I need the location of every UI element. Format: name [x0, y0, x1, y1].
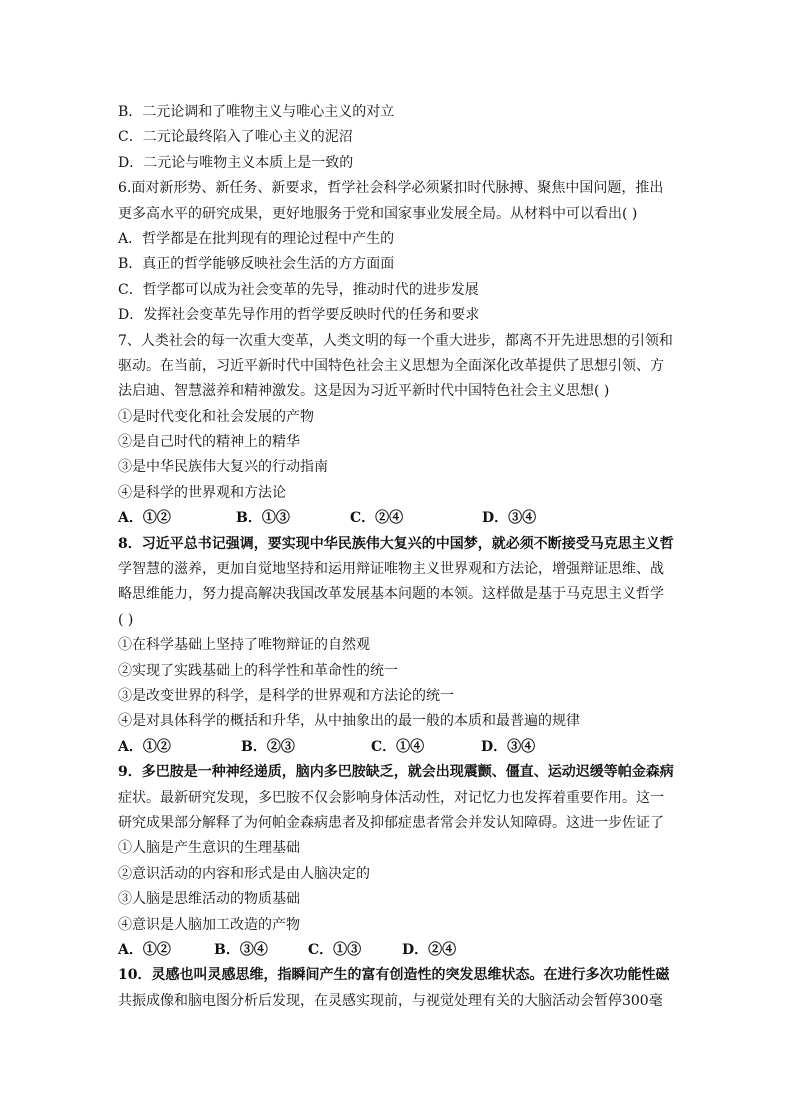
q5-option-b: B．二元论调和了唯物主义与唯心主义的对立: [118, 104, 395, 120]
q8-stem-line-4: ( ): [118, 611, 134, 628]
q5-option-d: D．二元论与唯物主义本质上是一致的: [118, 154, 354, 171]
q7-item-1: ①是时代变化和社会发展的产物: [118, 408, 314, 425]
q7-stem-line-2: 驱动。在当前，习近平新时代中国特色社会主义思想为全面深化改革提供了思想引领、方: [118, 357, 664, 374]
q9-stem-line-3: 研究成果部分解释了为何帕金森病患者及抑郁症患者常会并发认知障碍。这进一步佐证了: [118, 814, 664, 831]
q7-stem-line-1: 7、人类社会的每一次重大变革，人类文明的每一个重大进步，都离不开先进思想的引领和: [118, 332, 673, 349]
q6-stem-line-2: 更多高水平的研究成果，更好地服务于党和国家事业发展全局。从材料中可以看出( ): [118, 205, 638, 222]
q6-option-b: B．真正的哲学能够反映社会生活的方方面面: [118, 256, 395, 273]
q7-stem-line-3: 法启迪、智慧滋养和精神激发。这是因为习近平新时代中国特色社会主义思想( ): [118, 383, 610, 400]
q9-choice-c: C．①③: [308, 941, 362, 958]
q7-item-4: ④是科学的世界观和方法论: [118, 484, 286, 501]
q7-item-3: ③是中华民族伟大复兴的行动指南: [118, 459, 328, 476]
q7-choice-c: C．②④: [350, 510, 404, 527]
q8-choice-b: B．②③: [241, 738, 295, 755]
exam-page: [118, 100, 674, 1014]
q8-item-4: ④是对具体科学的概括和升华，从中抽象出的最一般的本质和最普遍的规律: [118, 713, 580, 730]
q8-item-2: ②实现了实践基础上的科学性和革命性的统一: [118, 662, 398, 679]
q9-item-3: ③人脑是思维活动的物质基础: [118, 891, 300, 908]
q9-item-1: ①人脑是产生意识的生理基础: [118, 840, 300, 857]
q6-stem-line-1: 6.面对新形势、新任务、新要求，哲学社会科学必须紧扣时代脉搏、聚焦中国问题，推出: [118, 180, 664, 197]
q6-option-c: C．哲学都可以成为社会变革的先导，推动时代的进步发展: [118, 281, 479, 298]
q8-item-1: ①在科学基础上坚持了唯物辩证的自然观: [118, 637, 370, 654]
q10-stem-line-2: 共振成像和脑电图分析后发现，在灵感实现前，与视觉处理有关的大脑活动会暂停300毫: [118, 992, 663, 1009]
q8-choices: [118, 735, 674, 760]
q8-stem-line-2: 学智慧的滋养，更加自觉地坚持和运用辩证唯物主义世界观和方法论，增强辩证思维、战: [118, 561, 664, 578]
q5-option-c: C．二元论最终陷入了唯心主义的泥沼: [118, 129, 353, 146]
q8-choice-a: A．①②: [118, 738, 171, 755]
q8-item-3: ③是改变世界的科学，是科学的世界观和方法论的统一: [118, 687, 454, 704]
q9-stem-line-1: 9．多巴胺是一种神经递质，脑内多巴胺缺乏，就会出现震颤、僵直、运动迟缓等帕金森病: [118, 764, 674, 781]
q9-stem-line-2: 症状。最新研究发现，多巴胺不仅会影响身体活动性，对记忆力也发挥着重要作用。这一: [118, 789, 664, 806]
q8-stem-line-1: 8．习近平总书记强调，要实现中华民族伟大复兴的中国梦，就必须不断接受马克思主义哲: [118, 535, 674, 552]
q7-item-2: ②是自己时代的精神上的精华: [118, 434, 300, 451]
q9-choice-b: B．③④: [214, 941, 268, 958]
q9-choice-a: A．①②: [118, 941, 171, 958]
q6-option-a: A．哲学都是在批判现有的理论过程中产生的: [118, 230, 395, 247]
q7-choice-a: A．①②: [118, 510, 171, 527]
q9-choices: [118, 938, 674, 963]
q7-choice-b: B．①③: [236, 510, 290, 527]
q7-choices: [118, 506, 674, 531]
q9-choice-d: D．②④: [402, 941, 457, 958]
q8-stem-line-3: 略思维能力，努力提高解决我国改革发展基本问题的本领。这样做是基于马克思主义哲学: [118, 586, 664, 603]
q8-choice-c: C．①④: [371, 738, 425, 755]
q8-choice-d: D．③④: [481, 738, 536, 755]
q9-item-2: ②意识活动的内容和形式是由人脑决定的: [118, 865, 370, 882]
q9-item-4: ④意识是人脑加工改造的产物: [118, 916, 300, 933]
q10-stem-line-1: 10．灵感也叫灵感思维，指瞬间产生的富有创造性的突发思维状态。在进行多次功能性磁: [118, 967, 670, 984]
q6-option-d: D．发挥社会变革先导作用的哲学要反映时代的任务和要求: [118, 307, 480, 324]
q7-choice-d: D．③④: [482, 510, 537, 527]
